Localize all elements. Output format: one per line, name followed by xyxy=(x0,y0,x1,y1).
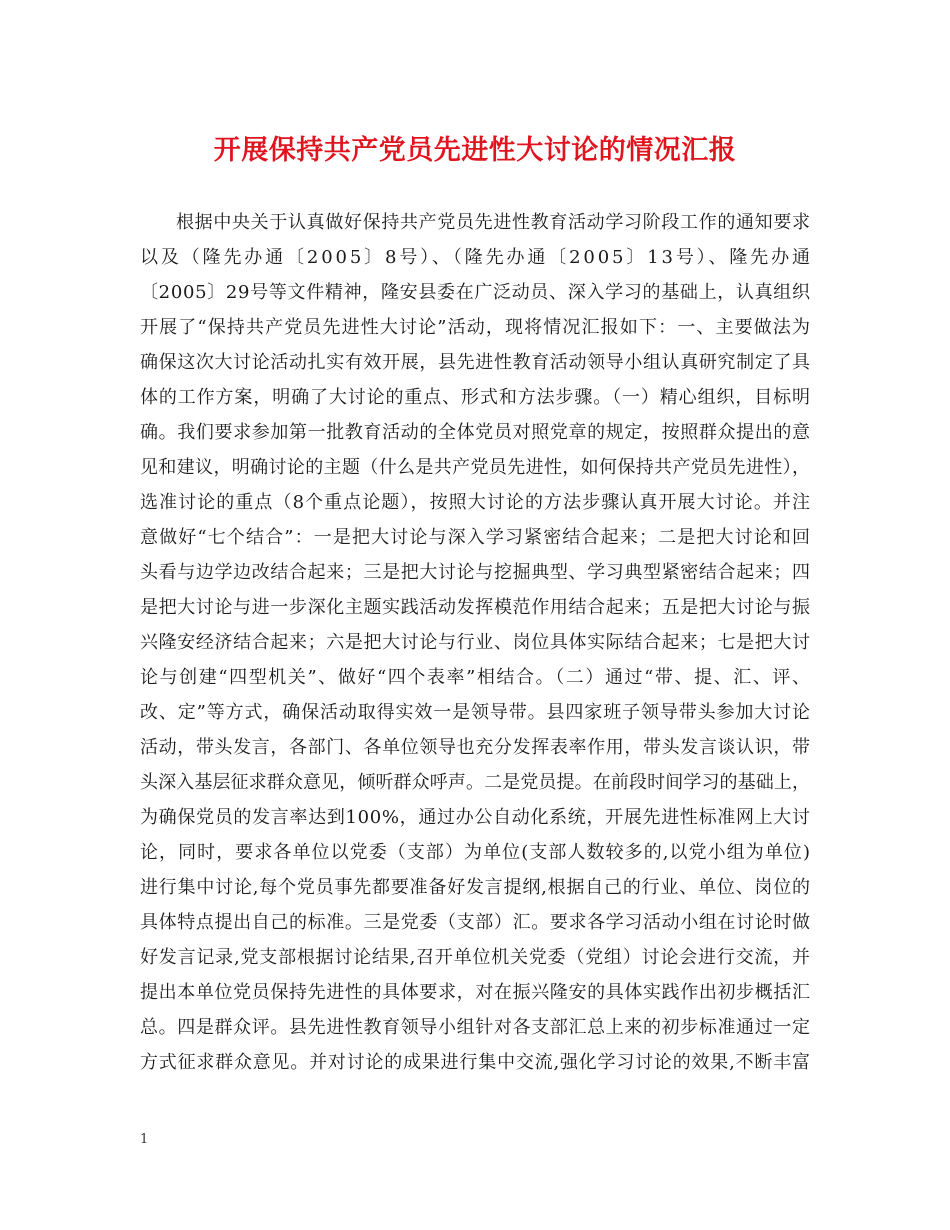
paragraph-line: 见和建议，明确讨论的主题（什么是共产党员先进性，如何保持共产党员先进性）， xyxy=(140,457,811,478)
paragraph-line: 头深入基层征求群众意见，倾听群众呼声。二是党员提。在前段时间学习的基础上， xyxy=(140,772,811,793)
paragraph-line: 论与创建“四型机关”、做好“四个表率”相结合。（二）通过“带、提、汇、评、 xyxy=(140,667,812,688)
page-number: 1 xyxy=(140,1132,149,1147)
paragraph-line: 具体特点提出自己的标准。三是党委（支部）汇。要求各学习活动小组在讨论时做 xyxy=(140,912,811,933)
paragraph-line: 进行集中讨论,每个党员事先都要准备好发言提纲,根据自己的行业、单位、岗位的 xyxy=(140,877,811,898)
paragraph-line: 论，同时，要求各单位以党委（支部）为单位(支部人数较多的,以党小组为单位) xyxy=(140,842,812,863)
paragraph-line: 是把大讨论与进一步深化主题实践活动发挥模范作用结合起来；五是把大讨论与振 xyxy=(140,597,811,618)
paragraph-line: 意做好“七个结合”：一是把大讨论与深入学习紧密结合起来；二是把大讨论和回 xyxy=(140,527,812,548)
paragraph-line: 头看与边学边改结合起来；三是把大讨论与挖掘典型、学习典型紧密结合起来；四 xyxy=(140,562,811,583)
paragraph-line: 体的工作方案，明确了大讨论的重点、形式和方法步骤。（一）精心组织，目标明 xyxy=(140,387,811,408)
paragraph-line: 方式征求群众意见。并对讨论的成果进行集中交流,强化学习讨论的效果,不断丰富 xyxy=(140,1052,811,1073)
paragraph-line: 确。我们要求参加第一批教育活动的全体党员对照党章的规定，按照群众提出的意 xyxy=(140,422,811,443)
paragraph-line: 选准讨论的重点（8个重点论题），按照大讨论的方法步骤认真开展大讨论。并注 xyxy=(140,492,812,513)
paragraph-line: 以及（隆先办通〔2005〕8号）、（隆先办通〔2005〕13号）、隆先办通 xyxy=(140,247,813,268)
paragraph-line: 根据中央关于认真做好保持共产党员先进性教育活动学习阶段工作的通知要求 xyxy=(176,212,811,233)
paragraph-line: 开展了“保持共产党员先进性大讨论”活动，现将情况汇报如下：一、主要做法为 xyxy=(140,317,812,338)
paragraph-line: 活动，带头发言，各部门、各单位领导也充分发挥表率作用，带头发言谈认识，带 xyxy=(140,737,811,758)
paragraph-line: 提出本单位党员保持先进性的具体要求，对在振兴隆安的具体实践作出初步概括汇 xyxy=(140,982,811,1003)
document-title: 开展保持共产党员先进性大讨论的情况汇报 xyxy=(213,135,737,166)
paragraph-line: 总。四是群众评。县先进性教育领导小组针对各支部汇总上来的初步标准通过一定 xyxy=(140,1017,811,1038)
paragraph-line: 好发言记录,党支部根据讨论结果,召开单位机关党委（党组）讨论会进行交流，并 xyxy=(140,947,811,968)
paragraph-line: 为确保党员的发言率达到100%，通过办公自动化系统，开展先进性标准网上大讨 xyxy=(140,807,811,828)
paragraph-line: 改、定”等方式，确保活动取得实效一是领导带。县四家班子领导带头参加大讨论 xyxy=(140,702,811,723)
paragraph-line: 兴隆安经济结合起来；六是把大讨论与行业、岗位具体实际结合起来；七是把大讨 xyxy=(140,632,811,653)
paragraph-line: 〔2005〕29号等文件精神，隆安县委在广泛动员、深入学习的基础上，认真组织 xyxy=(140,282,811,303)
paragraph-line: 确保这次大讨论活动扎实有效开展，县先进性教育活动领导小组认真研究制定了具 xyxy=(140,352,811,373)
document-body xyxy=(140,205,813,1080)
